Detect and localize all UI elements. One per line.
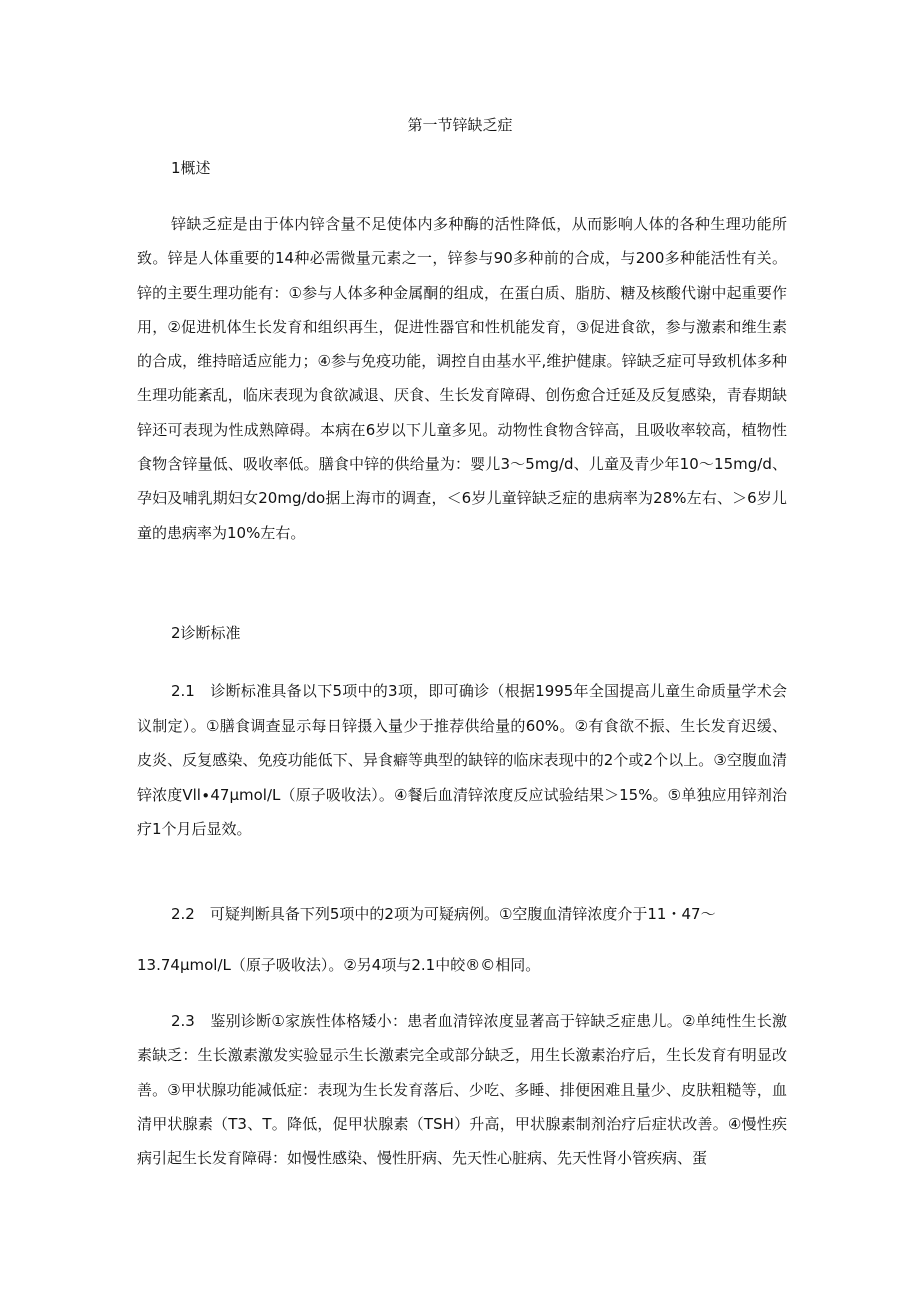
section-heading-overview: 1概述 xyxy=(171,159,211,177)
paragraph-suspected-criteria-cont: 13.74μmol∕L（原子吸收法）。②另4项与2.1中皎®©相同。 xyxy=(137,956,541,974)
paragraph-suspected-criteria: 2.2 可疑判断具备下列5项中的2项为可疑病例。①空腹血清锌浓度介于11・47～ xyxy=(171,905,716,923)
page-title: 第一节锌缺乏症 xyxy=(407,116,513,134)
section-heading-diagnosis: 2诊断标准 xyxy=(171,624,241,642)
paragraph-diagnosis-criteria: 2.1 诊断标准具备以下5项中的3项，即可确诊（根据1995年全国提高儿童生命质量学术会议制定）。①膳食调查显示每日锌摄入量少于推荐供给量的60%。②有食欲不振、生长发育迟缓、皮炎、反复感染、免疫功能低下、异食癖等典型的缺锌的临床表现中的2个或2个以上。③空腹血清锌浓度Vll∙47μmol∕L（原子吸收法）。④餐后血清锌浓度反应试验结果＞15%。⑤单独应用锌剂治疗1个月后显效。 xyxy=(137,682,787,839)
paragraph-differential-diagnosis: 2.3 鉴别诊断①家族性体格矮小：患者血清锌浓度显著高于锌缺乏症患儿。②单纯性生长激素缺乏：生长激素激发实验显示生长激素完全或部分缺乏，用生长激素治疗后，生长发育有明显改善。③甲状腺功能减低症：表现为生长发育落后、少吃、多睡、排便困难且量少、皮肤粗糙等，血清甲状腺素（T3、T。降低，促甲状腺素（TSH）升高，甲状腺素制剂治疗后症状改善。④慢性疾病引起生长发育障碍：如慢性感染、慢性肝病、先天性心脏病、先天性肾小管疾病、蛋 xyxy=(137,1012,787,1168)
paragraph-overview: 锌缺乏症是由于体内锌含量不足使体内多种酶的活性降低，从而影响人体的各种生理功能所致。锌是人体重要的14种必需微量元素之一，锌参与90多种前的合成，与200多种能活性有关。锌的主要生理功能有：①参与人体多种金属酮的组成，在蛋白质、脂肪、糖及核酸代谢中起重要作用，②促进机体生长发育和组织再生，促进性器官和性机能发育，③促进食欲，参与激素和维生素的合成，维持暗适应能力；④参与免疫功能，调控自由基水平,维护健康。锌缺乏症可导致机体多种生理功能紊乱，临床表现为食欲减退、厌食、生长发育障碍、创伤愈合迁延及反复感染，青春期缺锌还可表现为性成熟障碍。本病在6岁以下儿童多见。动物性食物含锌高，且吸收率较高，植物性食物含锌量低、吸收率低。膳食中锌的供给量为：婴儿3～5mg/d、儿童及青少年10～15mg/d、孕妇及哺乳期妇女20mg∕do据上海市的调查，＜6岁儿童锌缺乏症的患病率为28%左右、＞6岁儿童的患病率为10%左右。 xyxy=(137,215,787,542)
